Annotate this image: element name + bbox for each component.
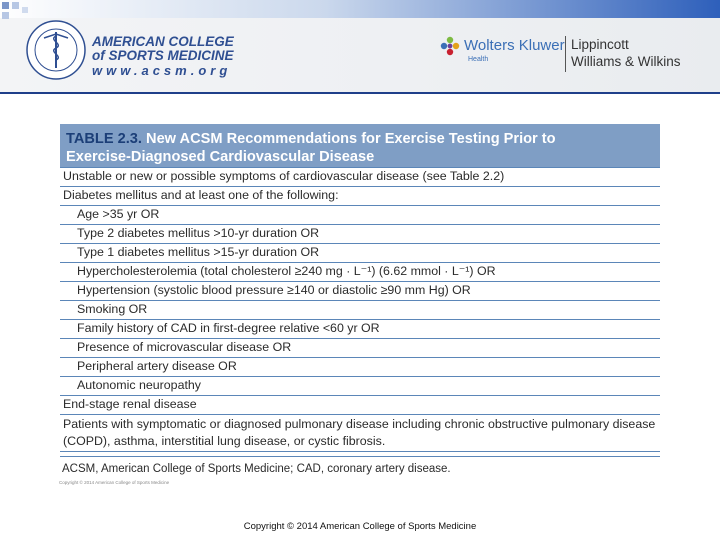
- table-row: Hypertension (systolic blood pressure ≥140 or diastolic ≥90 mm Hg) OR: [60, 282, 660, 301]
- wolters-kluwer-name: Wolters Kluwer: [464, 37, 565, 54]
- slide-header: [0, 0, 720, 94]
- table-row: Type 2 diabetes mellitus >10-yr duration OR: [60, 225, 660, 244]
- table-row: Unstable or new or possible symptoms of cardiovascular disease (see Table 2.2): [60, 167, 660, 187]
- decorative-squares: [0, 0, 40, 22]
- acsm-seal-icon: [26, 20, 86, 80]
- table-title-line2: Exercise-Diagnosed Cardiovascular Disease: [66, 149, 375, 165]
- table-row: Presence of microvascular disease OR: [60, 339, 660, 358]
- lww-wordmark: [571, 36, 681, 70]
- slide-copyright: Copyright © 2014 American College of Sports Medicine: [243, 521, 477, 532]
- table-row: Peripheral artery disease OR: [60, 358, 660, 377]
- acsm-url: www.acsm.org: [92, 63, 232, 78]
- table-row: Age >35 yr OR: [60, 206, 660, 225]
- table-title-line1: New ACSM Recommendations for Exercise Testing Prior to: [146, 131, 556, 147]
- table-row: Family history of CAD in first-degree relative <60 yr OR: [60, 320, 660, 339]
- table-row: Patients with symptomatic or diagnosed pulmonary disease including chronic obstructive pulmonary disease (COPD), asthma, interstitial lung disease, or cystic fibrosis.: [60, 415, 660, 452]
- lww-line2: Williams & Wilkins: [571, 54, 681, 69]
- wolters-kluwer-logo-icon: [440, 36, 460, 56]
- logo-divider: [565, 36, 566, 72]
- acsm-name-line2: of SPORTS MEDICINE: [92, 48, 234, 63]
- acsm-wordmark: [92, 35, 234, 63]
- table-row: Hypercholesterolemia (total cholesterol ≥240 mg · L⁻¹) (6.62 mmol · L⁻¹) OR: [60, 263, 660, 282]
- table-row: Autonomic neuropathy: [60, 377, 660, 396]
- table-row: Smoking OR: [60, 301, 660, 320]
- header-stripe: [0, 0, 720, 18]
- table-row: End-stage renal disease: [60, 396, 660, 415]
- table-row: Diabetes mellitus and at least one of the following:: [60, 187, 660, 206]
- wolters-kluwer-health: Health: [468, 56, 489, 63]
- table-row: Type 1 diabetes mellitus >15-yr duration OR: [60, 244, 660, 263]
- small-copyright: Copyright © 2014 American College of Sports Medicine: [59, 480, 170, 485]
- acsm-name-line1: AMERICAN COLLEGE: [92, 34, 234, 49]
- table-number: TABLE 2.3.: [66, 131, 142, 147]
- lww-line1: Lippincott: [571, 37, 629, 52]
- recommendations-table: [60, 124, 660, 457]
- table-footnote: ACSM, American College of Sports Medicine; CAD, coronary artery disease.: [62, 463, 451, 475]
- table-title: [60, 124, 660, 167]
